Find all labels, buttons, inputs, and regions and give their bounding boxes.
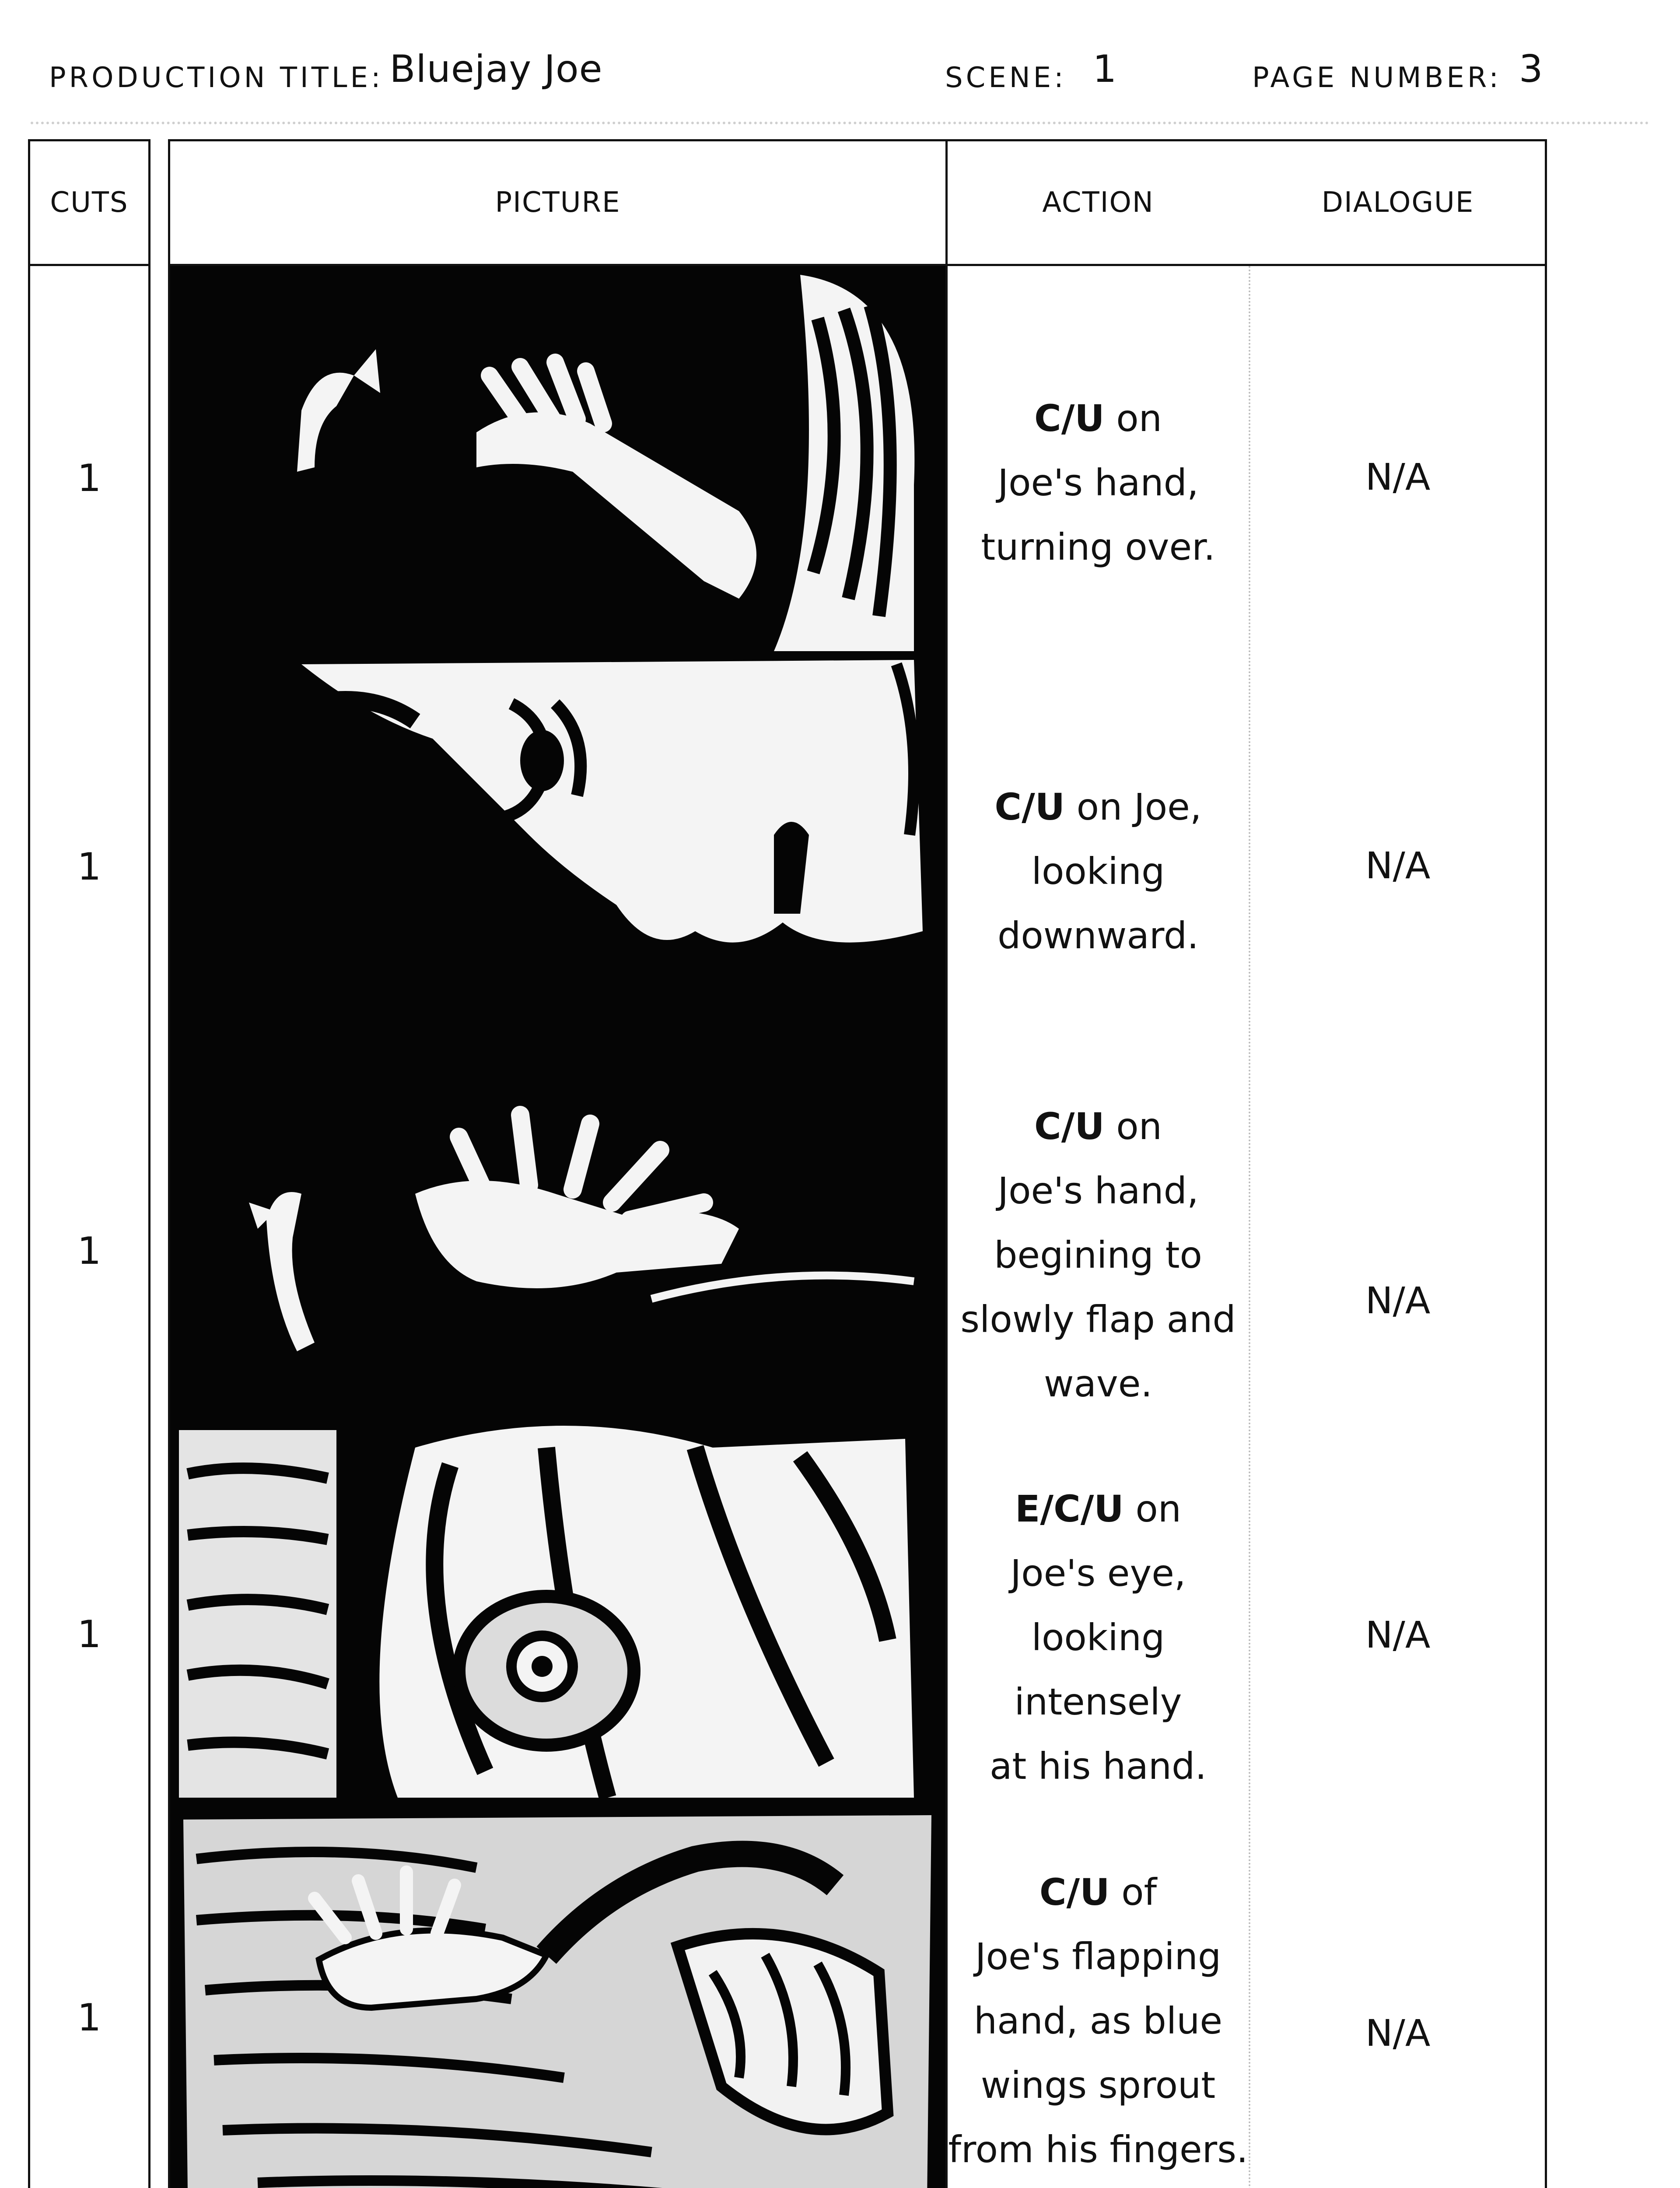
action-row-4 <box>948 1477 1249 1799</box>
action-row-3 <box>948 1094 1249 1416</box>
page-number-value: 3 <box>1519 47 1544 91</box>
frame-3 <box>170 1036 945 1421</box>
action-row-1 <box>948 386 1249 579</box>
dialogue-row-4: N/A <box>1365 1613 1431 1656</box>
action-text: wave. <box>1043 1362 1153 1405</box>
action-text: slowly flap and <box>960 1298 1236 1341</box>
cuts-header: CUTS <box>30 141 148 266</box>
shot-type: C/U <box>1039 1871 1110 1914</box>
action-text: looking <box>1031 1616 1165 1659</box>
picture-column <box>170 266 945 2188</box>
scene-field <box>945 47 1117 96</box>
action-text: at his hand. <box>989 1745 1207 1788</box>
action-text: turning over. <box>981 526 1215 568</box>
action-text: on <box>1104 1105 1162 1148</box>
frame-5 <box>170 1806 945 2188</box>
action-dialogue-divider <box>1249 266 1250 2188</box>
action-row-5 <box>948 1860 1249 2182</box>
page-number-field <box>1252 47 1544 96</box>
hand-turning-over-sketch <box>170 266 945 651</box>
frame-4 <box>170 1421 945 1806</box>
action-text: on Joe, <box>1064 785 1202 828</box>
action-text: looking <box>1031 850 1165 893</box>
action-row-2 <box>948 775 1249 968</box>
action-text: Joe's eye, <box>1010 1552 1186 1595</box>
cut-count-row-1: 1 <box>77 456 102 500</box>
action-text: downward. <box>998 914 1199 957</box>
production-title-value: Bluejay Joe <box>389 47 603 91</box>
action-text: of <box>1110 1871 1157 1914</box>
shot-type: C/U <box>994 785 1065 828</box>
hand-flapping-sketch <box>170 1036 945 1421</box>
cut-count-row-3: 1 <box>77 1229 102 1273</box>
scene-label: SCENE: <box>945 62 1067 94</box>
joe-eye-sketch <box>170 1421 945 1806</box>
cut-count-row-5: 1 <box>77 1996 102 2040</box>
picture-header: PICTURE <box>495 186 621 219</box>
dialogue-row-3: N/A <box>1365 1279 1431 1322</box>
joe-looking-down-sketch <box>170 651 945 1036</box>
action-text: hand, as blue <box>973 1999 1223 2042</box>
header-divider <box>31 122 1649 124</box>
storyboard-table <box>168 139 1547 2188</box>
cut-count-row-4: 1 <box>77 1613 102 1656</box>
action-text: wings sprout <box>980 2064 1216 2107</box>
shot-type: C/U <box>1034 1105 1105 1148</box>
shot-type: E/C/U <box>1015 1487 1124 1530</box>
dialogue-row-2: N/A <box>1365 844 1431 887</box>
action-text: begining to <box>994 1234 1202 1276</box>
scene-value: 1 <box>1092 47 1117 91</box>
dialogue-row-5: N/A <box>1365 2012 1431 2055</box>
action-header: ACTION <box>1042 186 1154 219</box>
cuts-column <box>28 139 150 2188</box>
dialogue-header: DIALOGUE <box>1321 186 1474 219</box>
action-text: Joe's hand, <box>998 1169 1199 1212</box>
action-text: Joe's flapping <box>975 1935 1222 1978</box>
cut-count-row-2: 1 <box>77 845 102 889</box>
shot-type: C/U <box>1034 397 1105 440</box>
action-text: Joe's hand, <box>998 461 1199 504</box>
action-text: from his fingers. <box>948 2128 1248 2171</box>
production-title-label: PRODUCTION TITLE: <box>49 62 384 94</box>
dialogue-row-1: N/A <box>1365 456 1431 498</box>
frame-1 <box>170 266 945 651</box>
action-text: on <box>1124 1487 1181 1530</box>
frame-2 <box>170 651 945 1036</box>
action-text: intensely <box>1014 1680 1182 1723</box>
action-text: on <box>1104 397 1162 440</box>
production-title-field <box>49 47 603 96</box>
page-number-label: PAGE NUMBER: <box>1252 62 1502 94</box>
wings-sprouting-sketch <box>170 1806 945 2188</box>
